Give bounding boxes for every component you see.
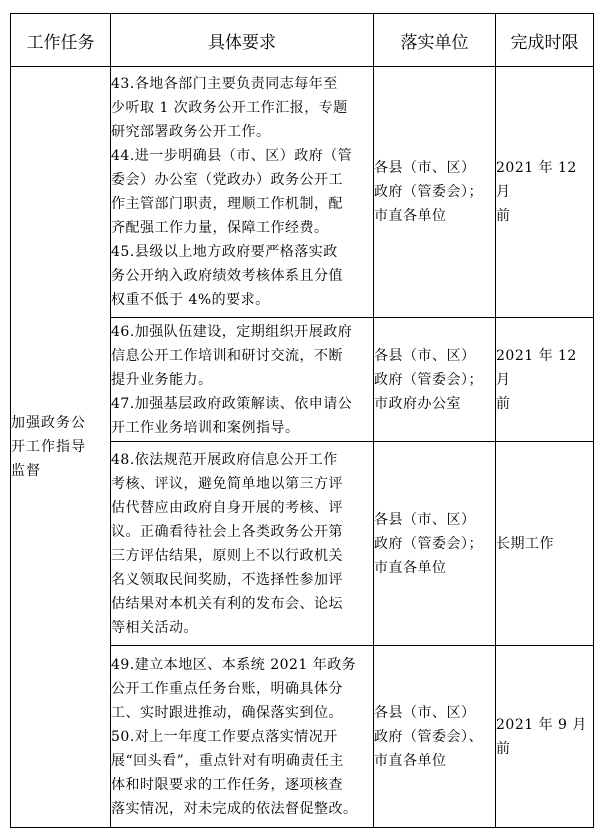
requirement-line: 三方评估结果，原则上不以行政机关 (111, 547, 343, 564)
requirement-item (111, 653, 373, 725)
header-row (11, 14, 594, 67)
requirement-line: 49.建立本地区、本系统 2021 年政务 (111, 656, 357, 673)
deadline-cell (496, 318, 594, 442)
requirement-item (111, 320, 373, 392)
requirement-line: 落实情况，对未完成的依法督促整改。 (111, 800, 358, 817)
requirement-line: 45.县级以上地方政府要严格落实政 (111, 244, 338, 260)
requirement-line: 展“回头看”，重点针对有明确责任主 (111, 752, 344, 769)
unit-line: 市直各单位 (374, 208, 447, 224)
requirement-item (111, 392, 373, 440)
requirement-line: 公开工作重点任务台账，明确具体分 (111, 680, 343, 697)
unit-line: 政府（管委会）； (374, 535, 483, 552)
requirement-item (111, 448, 373, 640)
deadline-line: 2021 年 12 月 (496, 160, 577, 200)
requirement-line: 46.加强队伍建设，定期组织开展政府 (111, 323, 353, 340)
requirement-item (111, 72, 373, 144)
task-line: 开工作指导 (11, 439, 86, 455)
header-task: 工作任务 (11, 14, 111, 67)
deadline-line: 长期工作 (496, 535, 554, 552)
requirement-line: 等相关活动。 (111, 619, 198, 636)
requirement-line: 提升业务能力。 (111, 371, 213, 388)
requirement-line: 研究部署政务公开工作。 (111, 124, 271, 140)
unit-line: 市直各单位 (374, 752, 447, 769)
deadline-cell (496, 646, 594, 828)
deadline-line: 前 (496, 208, 511, 224)
requirement-line: 信息公开工作培训和研讨交流，不断 (111, 347, 343, 364)
task-cell (11, 67, 111, 828)
unit-line: 各县（市、区） (374, 347, 476, 364)
unit-cell (374, 646, 496, 828)
requirement-cell (111, 318, 374, 442)
deadline-cell (496, 67, 594, 318)
requirement-line: 44.进一步明确县（市、区）政府（管 (111, 148, 353, 164)
requirement-item (111, 725, 373, 821)
requirement-line: 务公开纳入政府绩效考核体系且分值 (111, 268, 343, 284)
deadline-line: 2021 年 9 月 (496, 716, 587, 733)
deadline-line: 前 (496, 395, 511, 412)
unit-line: 政府（管委会）、 (374, 728, 483, 745)
requirement-line: 委会）办公室（党政办）政务公开工 (111, 172, 343, 188)
header-requirement: 具体要求 (111, 14, 374, 67)
requirement-item (111, 144, 373, 240)
deadline-line: 2021 年 12 月 (496, 347, 577, 388)
requirement-line: 48.依法规范开展政府信息公开工作 (111, 451, 338, 468)
deadline-line: 前 (496, 740, 511, 757)
requirement-cell (111, 67, 374, 318)
unit-line: 政府（管委会）； (374, 371, 483, 388)
requirement-line: 权重不低于 4%的要求。 (111, 292, 270, 308)
requirement-line: 考核、评议，避免简单地以第三方评 (111, 475, 343, 492)
requirement-line: 作主管部门职责，理顺工作机制，配 (111, 196, 343, 212)
requirement-line: 估结果对本机关有利的发布会、论坛 (111, 595, 343, 612)
unit-line: 各县（市、区） (374, 160, 476, 176)
requirement-line: 体和时限要求的工作任务，逐项核查 (111, 776, 343, 793)
unit-cell (374, 318, 496, 442)
requirement-line: 议。正确看待社会上各类政务公开第 (111, 523, 343, 540)
task-line: 监督 (11, 463, 41, 479)
requirement-line: 47.加强基层政府政策解读、依申请公 (111, 395, 353, 412)
unit-line: 政府（管委会）； (374, 184, 483, 200)
requirement-line: 工、实时跟进推动，确保落实到位。 (111, 704, 343, 721)
table-row (11, 67, 594, 318)
requirement-line: 50.对上一年度工作要点落实情况开 (111, 728, 338, 745)
requirement-item (111, 240, 373, 312)
task-line: 加强政务公 (11, 415, 86, 431)
unit-line: 市政府办公室 (374, 395, 461, 412)
work-task-table (10, 13, 594, 828)
requirement-line: 齐配强工作力量，保障工作经费。 (111, 220, 329, 236)
deadline-cell (496, 442, 594, 646)
requirement-line: 名义领取民间奖励，不选择性参加评 (111, 571, 343, 588)
unit-cell (374, 67, 496, 318)
requirement-line: 少听取 1 次政务公开工作汇报，专题 (111, 100, 348, 116)
header-unit: 落实单位 (374, 14, 496, 67)
requirement-line: 估代替应由政府自身开展的考核、评 (111, 499, 343, 516)
unit-line: 各县（市、区） (374, 704, 476, 721)
requirement-line: 开工作业务培训和案例指导。 (111, 419, 300, 436)
requirement-line: 43.各地各部门主要负责同志每年至 (111, 76, 338, 92)
unit-line: 市直各单位 (374, 559, 447, 576)
unit-line: 各县（市、区） (374, 511, 476, 528)
unit-cell (374, 442, 496, 646)
requirement-cell (111, 646, 374, 828)
requirement-cell (111, 442, 374, 646)
header-deadline: 完成时限 (496, 14, 594, 67)
